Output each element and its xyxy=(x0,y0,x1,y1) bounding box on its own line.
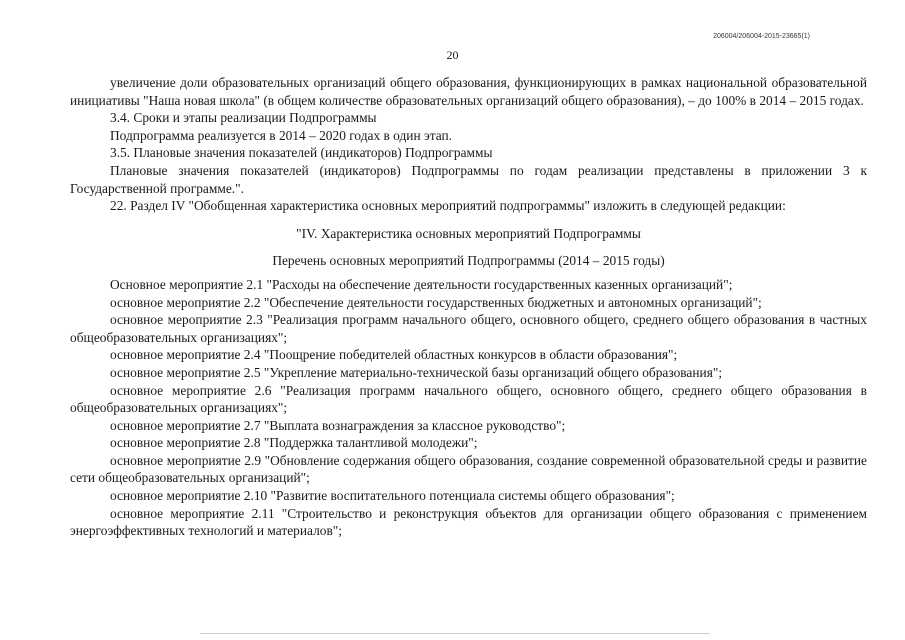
section-iv-heading: "IV. Характеристика основных мероприятий Подпрограммы xyxy=(296,225,641,241)
page-bottom-rule xyxy=(200,633,710,634)
measure-item: основное мероприятие 2.7 "Выплата вознаграждения за классное руководство"; xyxy=(110,417,566,433)
measure-item: основное мероприятие 2.3 "Реализация программ начального общего, основного общего, среднего общего образования в частных общеобразовательных организациях"; xyxy=(70,312,867,345)
page-number: 20 xyxy=(446,48,459,62)
measure-item: основное мероприятие 2.8 "Поддержка талантливой молодежи"; xyxy=(110,435,478,451)
paragraph-period: Подпрограмма реализуется в 2014 – 2020 годах в один этап. xyxy=(110,127,453,143)
spacer xyxy=(70,215,867,225)
document-body xyxy=(70,74,867,540)
section-3-5-title: 3.5. Плановые значения показателей (индикаторов) Подпрограммы xyxy=(110,145,493,161)
document-id: 206004/206004-2015-23665(1) xyxy=(713,33,810,40)
section-3-4-title: 3.4. Сроки и этапы реализации Подпрограммы xyxy=(110,110,377,126)
measure-item: основное мероприятие 2.11 "Строительство и реконструкция объектов для организации общего образования с применением энергоэффективных технологий и материалов"; xyxy=(70,505,867,539)
paragraph-planned-values: Плановые значения показателей (индикаторов) Подпрограммы по годам реализации представлены в приложении 3 к Государственной программе.". xyxy=(70,162,867,196)
measure-item: основное мероприятие 2.5 "Укрепление материально-технической базы организаций общего образования"; xyxy=(110,364,723,380)
measure-item: основное мероприятие 2.4 "Поощрение победителей областных конкурсов в области образования"; xyxy=(110,347,678,363)
measure-item: основное мероприятие 2.9 "Обновление содержания общего образования, создание современной образовательной среды и развитие сети общеобразовательных организаций"; xyxy=(70,452,867,486)
measure-item: основное мероприятие 2.2 "Обеспечение деятельности государственных бюджетных и автономных организаций"; xyxy=(110,294,762,310)
paragraph-share-schools: увеличение доли образовательных организаций общего образования, функционирующих в рамках национальной образовательной инициативы "Наша новая школа" (в общем количестве образовательных организаций общего образования), – до 100% в 2014 – 2015 годах. xyxy=(70,75,867,108)
measure-item: Основное мероприятие 2.1 "Расходы на обеспечение деятельности государственных казенных организаций"; xyxy=(110,276,733,292)
measures-list-heading: Перечень основных мероприятий Подпрограммы (2014 – 2015 годы) xyxy=(272,253,665,269)
measure-item: основное мероприятие 2.10 "Развитие воспитательного потенциала системы общего образования"; xyxy=(110,488,675,504)
spacer xyxy=(70,242,867,252)
measure-item: основное мероприятие 2.6 "Реализация программ начального общего, основного общего, среднего общего образования в общеобразовательных организациях"; xyxy=(70,382,867,416)
paragraph-amendment-22: 22. Раздел IV "Обобщенная характеристика основных мероприятий подпрограммы" изложить в следующей редакции: xyxy=(110,198,786,214)
